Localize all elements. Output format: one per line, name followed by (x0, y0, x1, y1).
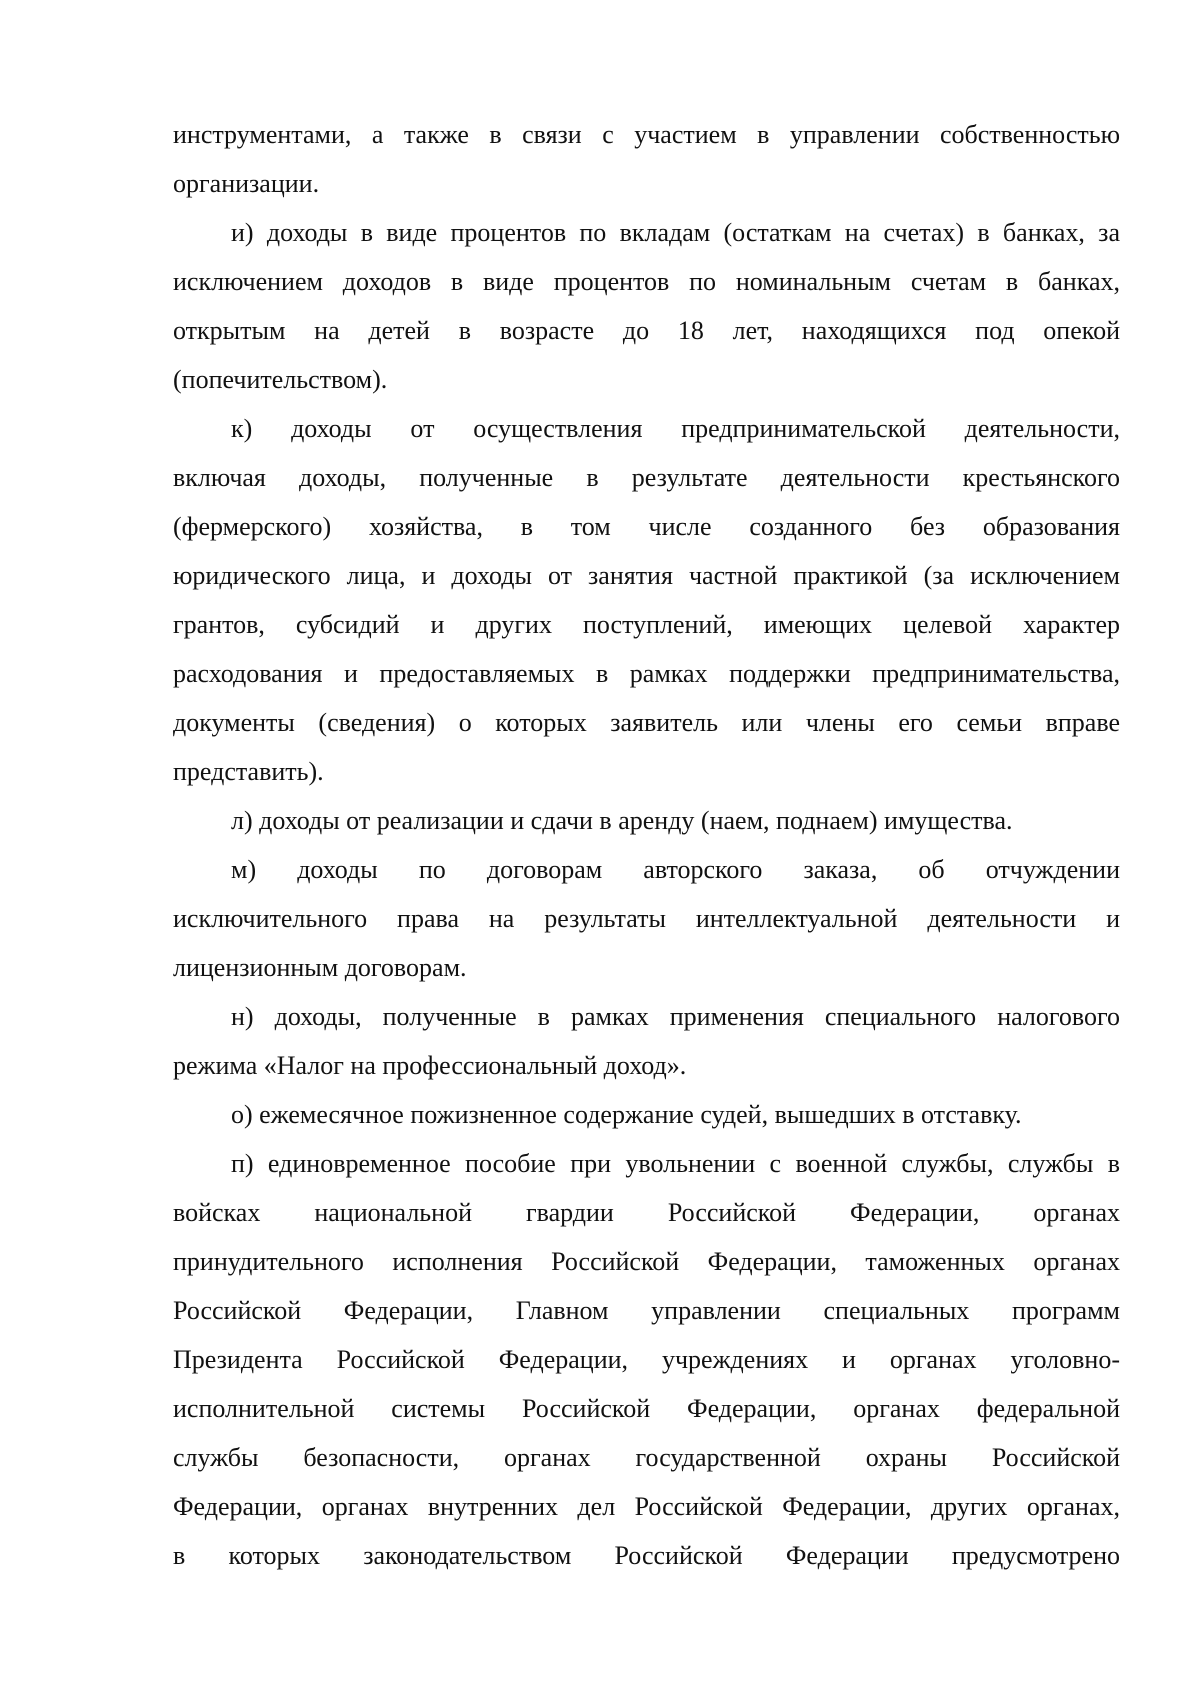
text-line: Федерации, органах внутренних дел Российской Федерации, других органах, (173, 1492, 1120, 1521)
paragraph-continuation (173, 110, 1120, 208)
text-line: службы безопасности, органах государственной охраны Российской (173, 1443, 1120, 1472)
text-line: организации. (173, 169, 320, 198)
text-line: в которых законодательством Российской Федерации предусмотрено (173, 1541, 1120, 1570)
text-line: л) доходы от реализации и сдачи в аренду (наем, поднаем) имущества. (231, 806, 1013, 835)
text-line: инструментами, а также в связи с участием в управлении собственностью (173, 120, 1120, 149)
text-line: п) единовременное пособие при увольнении с военной службы, службы в (231, 1149, 1120, 1178)
paragraph-i (173, 208, 1120, 404)
document-body (173, 110, 1120, 1580)
text-line: документы (сведения) о которых заявитель или члены его семьи вправе (173, 708, 1120, 737)
paragraph-m (173, 845, 1120, 992)
text-line: исключением доходов в виде процентов по номинальным счетам в банках, (173, 267, 1120, 296)
paragraph-o (173, 1090, 1120, 1139)
paragraph-k (173, 404, 1120, 796)
text-line: и) доходы в виде процентов по вкладам (остаткам на счетах) в банках, за (231, 218, 1120, 247)
text-line: юридического лица, и доходы от занятия частной практикой (за исключением (173, 561, 1120, 590)
text-line: включая доходы, полученные в результате деятельности крестьянского (173, 463, 1120, 492)
text-line: грантов, субсидий и других поступлений, имеющих целевой характер (173, 610, 1120, 639)
text-line: лицензионным договорам. (173, 953, 467, 982)
text-line: исключительного права на результаты интеллектуальной деятельности и (173, 904, 1120, 933)
text-line: (фермерского) хозяйства, в том числе созданного без образования (173, 512, 1120, 541)
text-line: (попечительством). (173, 365, 388, 394)
text-line: н) доходы, полученные в рамках применения специального налогового (231, 1002, 1120, 1031)
text-line: Российской Федерации, Главном управлении специальных программ (173, 1296, 1120, 1325)
text-line: расходования и предоставляемых в рамках поддержки предпринимательства, (173, 659, 1120, 688)
text-line: Президента Российской Федерации, учреждениях и органах уголовно- (173, 1345, 1120, 1374)
text-line: к) доходы от осуществления предпринимательской деятельности, (231, 414, 1120, 443)
text-line: войсках национальной гвардии Российской Федерации, органах (173, 1198, 1120, 1227)
text-line: о) ежемесячное пожизненное содержание судей, вышедших в отставку. (231, 1100, 1022, 1129)
text-line: исполнительной системы Российской Федерации, органах федеральной (173, 1394, 1120, 1423)
text-line: представить). (173, 757, 324, 786)
text-line: м) доходы по договорам авторского заказа, об отчуждении (231, 855, 1120, 884)
text-line: открытым на детей в возрасте до 18 лет, находящихся под опекой (173, 316, 1120, 345)
text-line: режима «Налог на профессиональный доход». (173, 1051, 687, 1080)
paragraph-l (173, 796, 1120, 845)
paragraph-p (173, 1139, 1120, 1580)
paragraph-n (173, 992, 1120, 1090)
text-line: принудительного исполнения Российской Федерации, таможенных органах (173, 1247, 1120, 1276)
